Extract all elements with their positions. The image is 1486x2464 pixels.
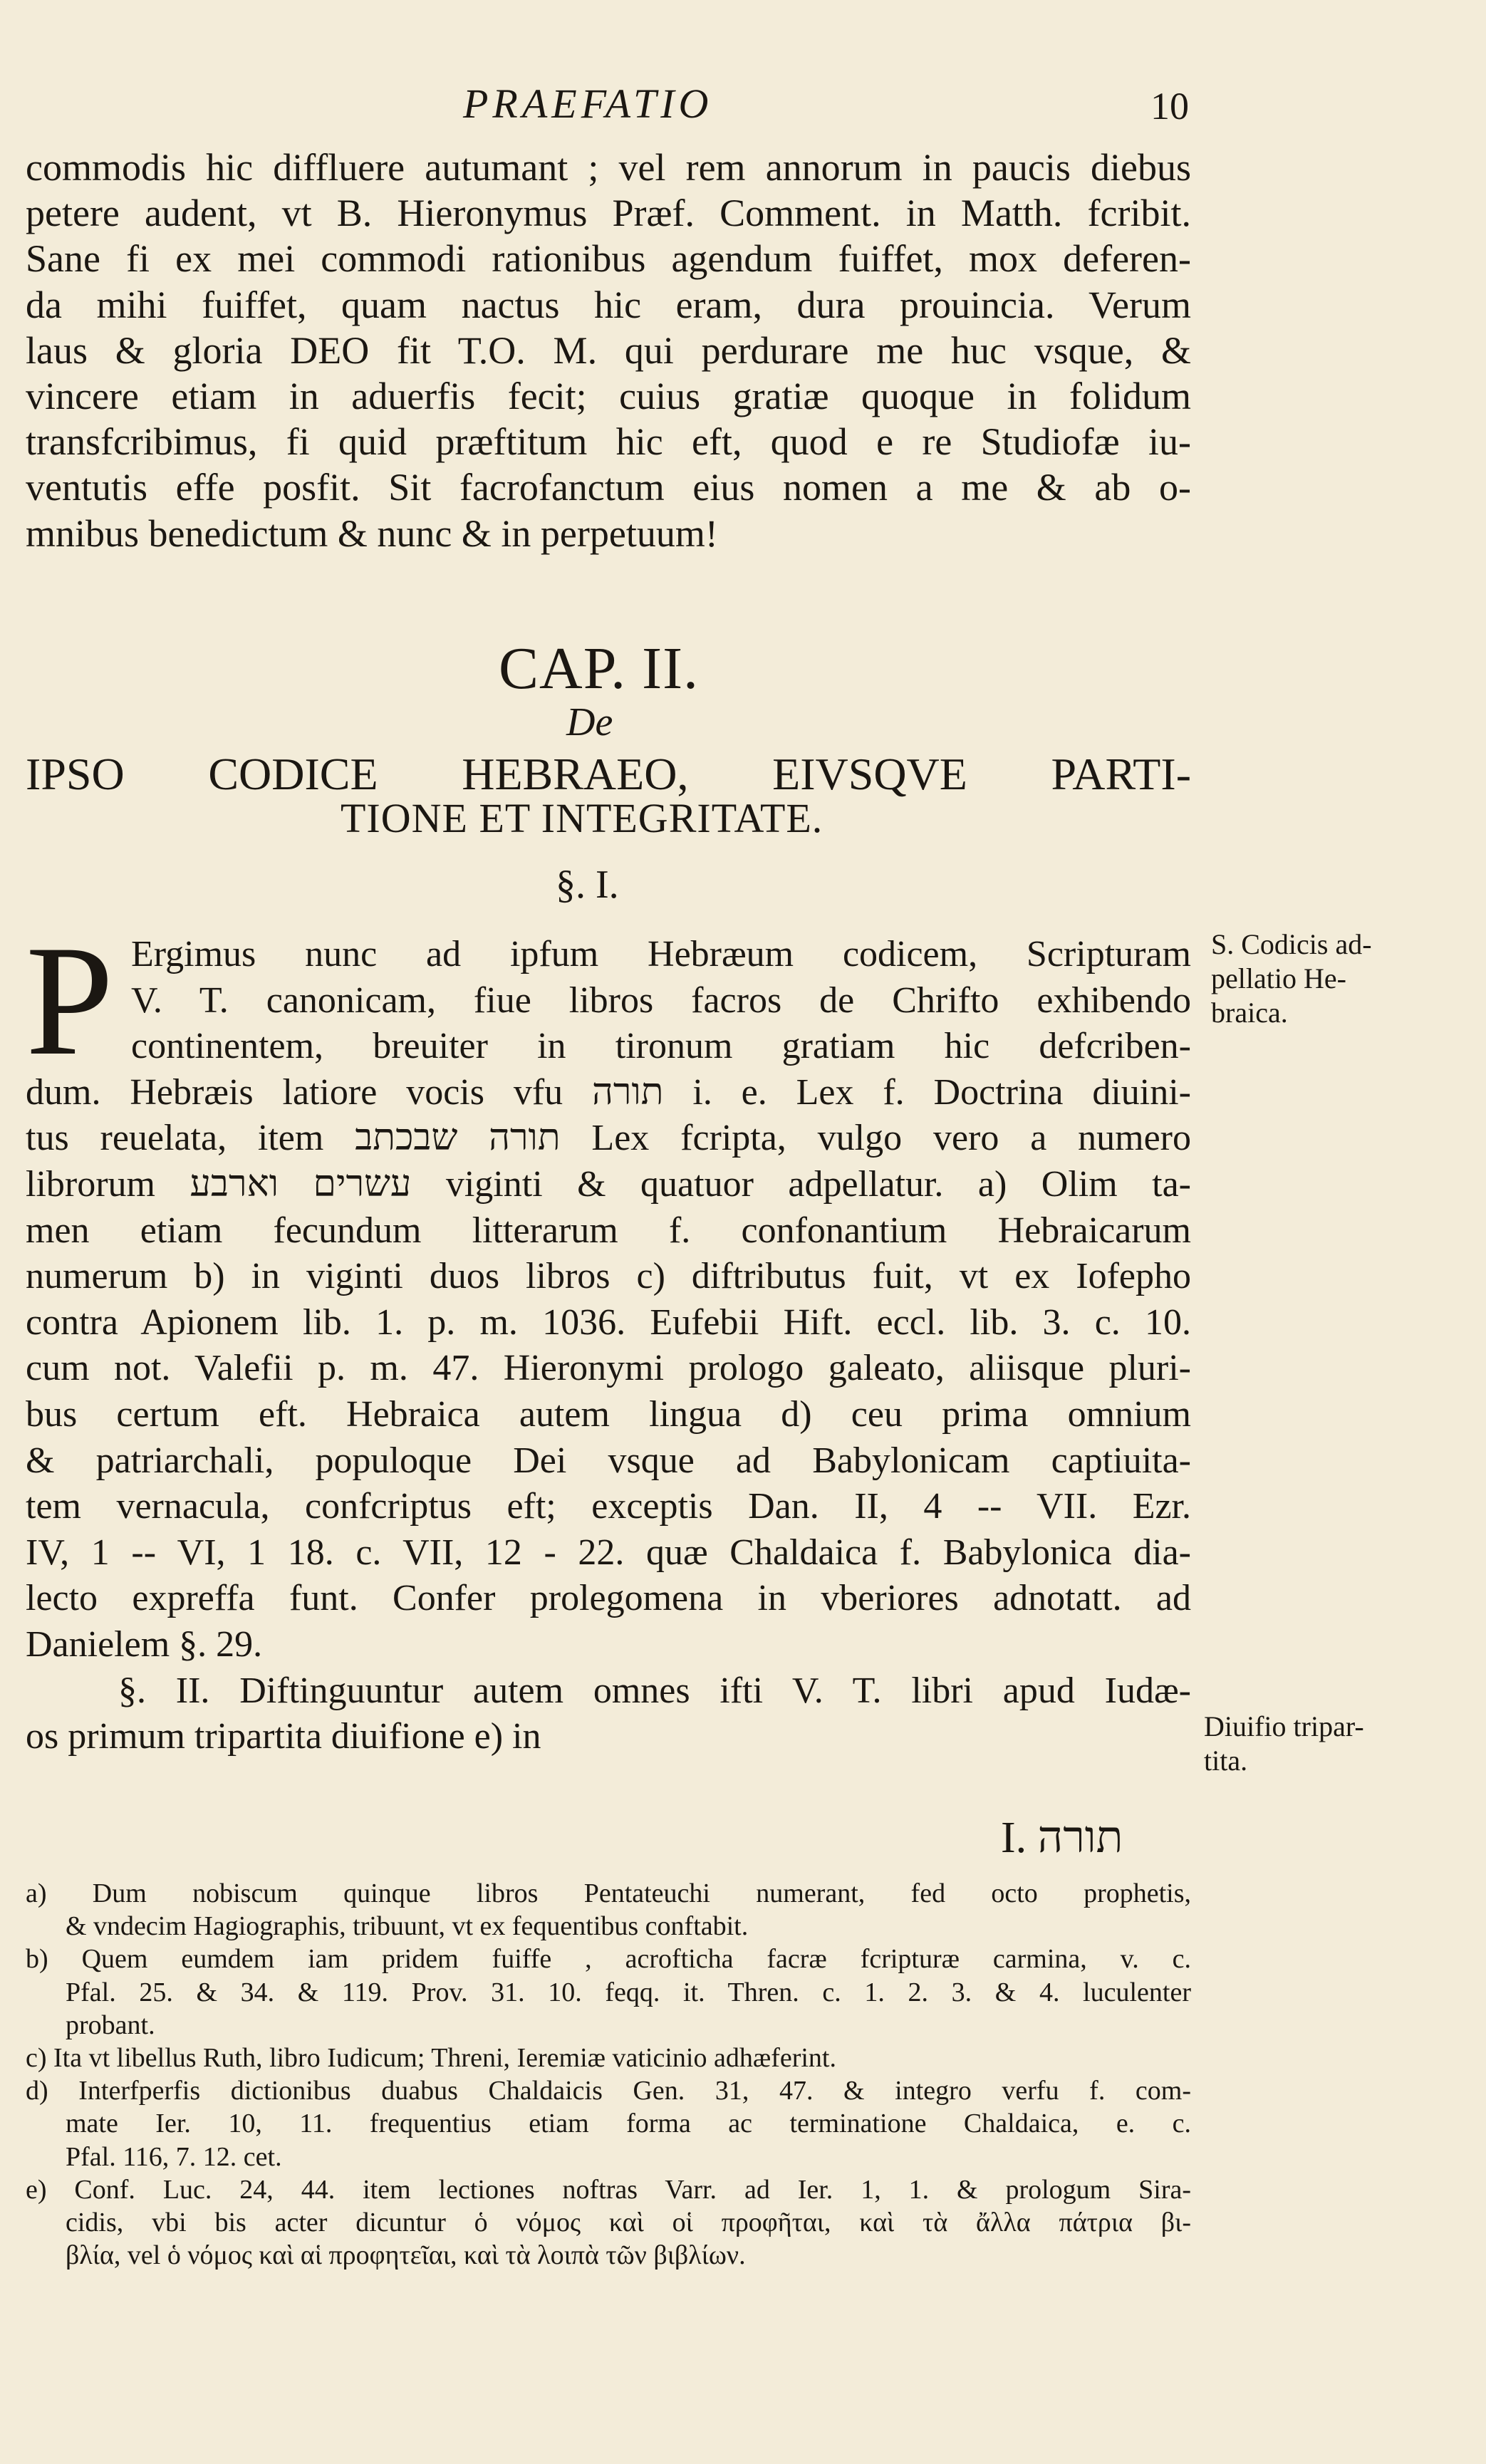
page-number: 10 — [1150, 85, 1189, 128]
margin-note-appellatio — [1211, 927, 1372, 1030]
chapter-de: De — [566, 700, 613, 744]
text-line: cum not. Valefii p. m. 47. Hieronymi prologo galeato, aliisque pluri- — [26, 1348, 1191, 1389]
chapter-title-line-2: TIONE ET INTEGRITATE. — [341, 795, 823, 841]
text-line: tem vernacula, confcriptus eft; exceptis Dan. II, 4 -- VII. Ezr. — [26, 1486, 1191, 1527]
text-line: Danielem §. 29. — [26, 1623, 263, 1665]
footnote-line: d) Interfperfis dictionibus duabus Chaldaicis Gen. 31, 47. & integro verfu f. com- — [26, 2076, 1191, 2106]
footnote-line: Pfal. 25. & 34. & 119. Prov. 31. 10. feqq. it. Thren. c. 1. 2. 3. & 4. luculenter — [66, 1977, 1191, 2007]
text-line: librorum עשרים וארבע viginti & quatuor adpellatur. a) Olim ta- — [26, 1163, 1191, 1205]
text-line: ventutis effe posfit. Sit facrofanctum eius nomen a me & ab o- — [26, 466, 1191, 509]
drop-capital: P — [26, 913, 114, 1088]
text-line: commodis hic diffluere autumant ; vel rem annorum in paucis diebus — [26, 146, 1191, 189]
text-line: bus certum eft. Hebraica autem lingua d) ceu prima omnium — [26, 1393, 1191, 1435]
chapter-number: CAP. II. — [499, 635, 700, 702]
text-line: lecto expreffa funt. Confer prolegomena in vberiores adnotatt. ad — [26, 1578, 1191, 1619]
text-line: petere audent, vt B. Hieronymus Præf. Comment. in Matth. fcribit. — [26, 192, 1191, 235]
text-line: transfcribimus, fi quid præftitum hic eft, quod e re Studiofæ iu- — [26, 420, 1191, 464]
intro-paragraph — [26, 145, 1191, 556]
section-mark: §. I. — [556, 863, 619, 907]
footnotes — [26, 1877, 1191, 2272]
footnote-line: Pfal. 116, 7. 12. cet. — [66, 2141, 282, 2172]
text-line: IV, 1 -- VI, 1 18. c. VII, 12 - 22. quæ Chaldaica f. Babylonica dia- — [26, 1532, 1191, 1573]
text-line: da mihi fuiffet, quam nactus hic eram, dura prouincia. Verum — [26, 283, 1191, 326]
footnote-line: a) Dum nobiscum quinque libros Pentateuchi numerant, fed octo prophetis, — [26, 1878, 1191, 1908]
footnote-line: cidis, vbi bis acter dicuntur ὁ νόμος καὶ οἱ προφῆται, καὶ τὰ ἄλλα πάτρια βι- — [66, 2208, 1191, 2238]
footnote-line: e) Conf. Luc. 24, 44. item lectiones noftras Varr. ad Ier. 1, 1. & prologum Sira- — [26, 2174, 1191, 2205]
text-line: dum. Hebræis latiore vocis vfu תורה i. e. Lex f. Doctrina diuini- — [26, 1071, 1191, 1113]
text-line: mnibus benedictum & nunc & in perpetuum! — [26, 511, 718, 555]
hebrew-heading: I. תורה — [1001, 1814, 1123, 1862]
footnote-line: probant. — [66, 2010, 155, 2040]
text-line: os primum tripartita diuifione e) in — [26, 1716, 541, 1757]
text-line: & patriarchali, populoque Dei vsque ad Babylonicam captiuita- — [26, 1440, 1191, 1481]
footnote-line: & vndecim Hagiographis, tribuunt, vt ex fequentibus conftabit. — [66, 1911, 749, 1942]
running-title: PRAEFATIO — [463, 80, 713, 127]
footnote-line: b) Quem eumdem iam pridem fuiffe , acrofticha facræ fcripturæ carmina, v. c. — [26, 1944, 1191, 1975]
text-line: tus reuelata, item תורה שבכתב Lex fcripta, vulgo vero a numero — [26, 1118, 1191, 1159]
margin-note-line: S. Codicis ad- — [1211, 928, 1372, 960]
footnote-line: βλία, vel ὁ νόμος καὶ αἱ προφητεῖαι, καὶ τὰ λοιπὰ τῶν βιβλίων. — [66, 2240, 746, 2271]
chapter-title-line-1: IPSO CODICE HEBRAEO, EIVSQVE PARTI- — [26, 749, 1191, 799]
section-1-paragraph — [26, 913, 1191, 1760]
margin-note-line: Diuifio tripar- — [1204, 1710, 1364, 1742]
footnote-line: mate Ier. 10, 11. frequentius etiam forma ac terminatione Chaldaica, e. c. — [66, 2109, 1191, 2139]
margin-note-line: tita. — [1204, 1745, 1248, 1777]
text-line: vincere etiam in aduerfis fecit; cuius gratiæ quoque in folidum — [26, 375, 1191, 418]
text-line: men etiam fecundum litterarum f. confonantium Hebraicarum — [26, 1210, 1191, 1251]
text-line: continentem, breuiter in tironum gratiam hic defcriben- — [131, 1026, 1191, 1067]
text-line: V. T. canonicam, fiue libros facros de Chrifto exhibendo — [131, 979, 1191, 1021]
margin-note-line: pellatio He- — [1211, 962, 1346, 994]
text-line: numerum b) in viginti duos libros c) diftributus fuit, vt ex Iofepho — [26, 1256, 1191, 1297]
text-line: Sane fi ex mei commodi rationibus agendum fuiffet, mox deferen- — [26, 237, 1191, 281]
text-line: §. II. Diftinguuntur autem omnes ifti V. T. libri apud Iudæ- — [118, 1670, 1191, 1711]
margin-note-diuisio — [1204, 1710, 1364, 1778]
footnote-line: c) Ita vt libellus Ruth, libro Iudicum; Threni, Ieremiæ vaticinio adhæferint. — [26, 2043, 836, 2074]
text-line: laus & gloria DEO fit T.O. M. qui perdurare me huc vsque, & — [26, 328, 1191, 372]
text-line: contra Apionem lib. 1. p. m. 1036. Eufebii Hift. eccl. lib. 3. c. 10. — [26, 1301, 1191, 1343]
margin-note-line: braica. — [1211, 997, 1288, 1029]
text-line: Ergimus nunc ad ipfum Hebræum codicem, Scripturam — [131, 934, 1191, 974]
